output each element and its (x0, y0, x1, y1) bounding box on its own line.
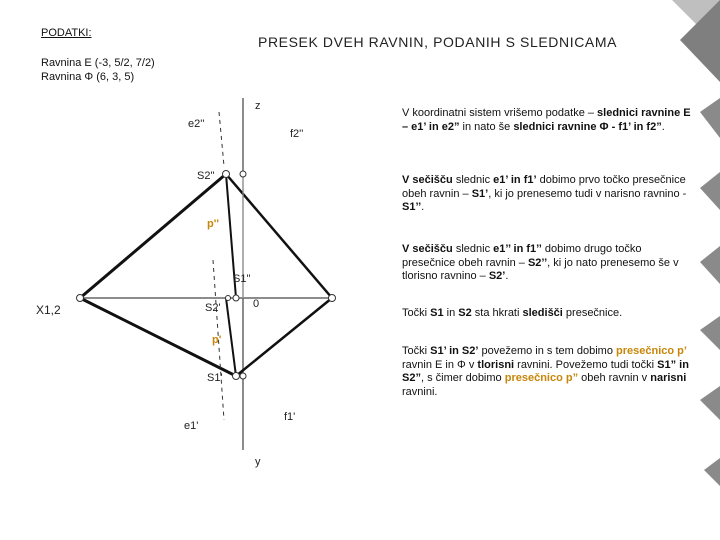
p-extension-top (219, 112, 224, 166)
vanishing-point-x-right (329, 295, 336, 302)
s2-single-label: S2' (205, 302, 221, 314)
p5-bold-1: S1’ in S2’ (430, 345, 479, 357)
p4-bold-2: S2 (458, 307, 472, 319)
p-single-label: p' (212, 334, 222, 346)
p5-highlight-2: presečnico p” (504, 372, 579, 384)
p5-bold-3: S1” in S2” (402, 358, 689, 384)
f2-label: f2'' (290, 128, 304, 140)
data-heading: PODATKI: (41, 27, 92, 39)
p1-bold-phi: slednici ravnine Φ - f1’ in f2” (513, 120, 662, 133)
p2-text-2: dobimo prvo točko presečnice obeh ravnin – (402, 174, 686, 200)
p2-text-3: , ki jo prenesemo tudi v narisno ravnino - (488, 187, 687, 200)
p3-bold-4: S2’ (488, 270, 506, 282)
p4-bold-3: sledišči (522, 307, 563, 319)
p3-bold-1: V sečišču (402, 243, 453, 255)
intersection-p-single-line (226, 298, 236, 376)
p2-bold-3: S1’ (471, 187, 489, 200)
e1-label: e1' (184, 420, 199, 432)
f1-label: f1' (284, 411, 296, 423)
p3-bold-2: e1’’ in f1’’ (493, 243, 542, 255)
explanation-paragraph-4 (402, 307, 692, 321)
explanation-paragraph-5 (402, 345, 692, 399)
e2-trace-line (80, 174, 226, 298)
p5-end: ravnini. (402, 385, 438, 398)
e2-label: e2'' (188, 118, 205, 130)
p4-end: presečnice. (562, 307, 623, 319)
p3-end: . (505, 270, 509, 282)
point-s2-single (233, 295, 239, 301)
p5-bold-4: narisni (650, 372, 687, 384)
s1-double-label: S1'' (233, 273, 251, 285)
point-s1-single (233, 373, 240, 380)
p3-bold-3: S2’’ (527, 256, 548, 269)
explanation-paragraph-2 (402, 174, 692, 215)
p5-text-4: ravnini. Povežemo tudi točki (514, 358, 658, 371)
p1-bold-e: slednici ravnine E – e1’ in e2” (402, 107, 691, 133)
p5-text-1: Točki (402, 345, 431, 357)
p5-bold-2: tlorisni (477, 358, 515, 371)
p4-text-3: sta hkrati (471, 307, 523, 319)
explanation-paragraph-3 (402, 243, 692, 284)
plane-e-data: Ravnina E (-3, 5/2, 7/2) (41, 57, 155, 69)
point-s1-axis (240, 373, 246, 379)
p1-end: . (661, 120, 665, 133)
p4-text-1: Točki (402, 307, 431, 319)
p3-text-1: slednic (452, 243, 494, 255)
p4-text-2: in (443, 307, 459, 319)
s2-double-label: S2'' (197, 170, 215, 182)
p3-text-3: , ki jo nato prenesemo še v tlorisno ravnino – (402, 256, 679, 282)
p1-text: V koordinatni sistem vrišemo podatke – (402, 107, 598, 119)
p2-end: . (421, 201, 425, 213)
p2-bold-1: V sečišču (402, 174, 453, 186)
point-s2-double-axis (240, 171, 246, 177)
f1-trace-line (236, 298, 332, 376)
point-s1-double (226, 296, 231, 301)
point-s2-double (223, 171, 230, 178)
vanishing-point-x-left (77, 295, 84, 302)
p-double-label: p'' (207, 218, 219, 230)
p1-text-2: in nato še (459, 120, 514, 133)
p5-text-3: ravnin E in Φ v (402, 358, 478, 371)
p5-text-5: , s čimer dobimo (420, 372, 505, 384)
axis-x-label: X1,2 (36, 303, 61, 317)
origin-label: 0 (253, 298, 260, 310)
slide-title: PRESEK DVEH RAVNIN, PODANIH S SLEDNICAMA (258, 34, 618, 50)
axis-y-label: y (255, 456, 261, 468)
explanation-paragraph-1 (402, 107, 692, 134)
p4-bold-1: S1 (430, 307, 444, 319)
p3-text-2: dobimo drugo točko presečnice obeh ravnin – (402, 243, 642, 269)
s1-single-label: S1' (207, 372, 223, 384)
p2-bold-2: e1’ in f1’ (493, 174, 537, 186)
plane-phi-data: Ravnina Φ (6, 3, 5) (41, 71, 135, 83)
p5-text-6: obeh ravnin v (578, 372, 651, 384)
p2-text-1: slednic (452, 174, 494, 186)
p5-text-2: povežemo in s tem dobimo (478, 345, 617, 357)
p2-bold-4: S1’’ (402, 201, 422, 213)
axis-z-label: z (255, 100, 261, 112)
p5-highlight-1: presečnico p’ (616, 345, 687, 357)
